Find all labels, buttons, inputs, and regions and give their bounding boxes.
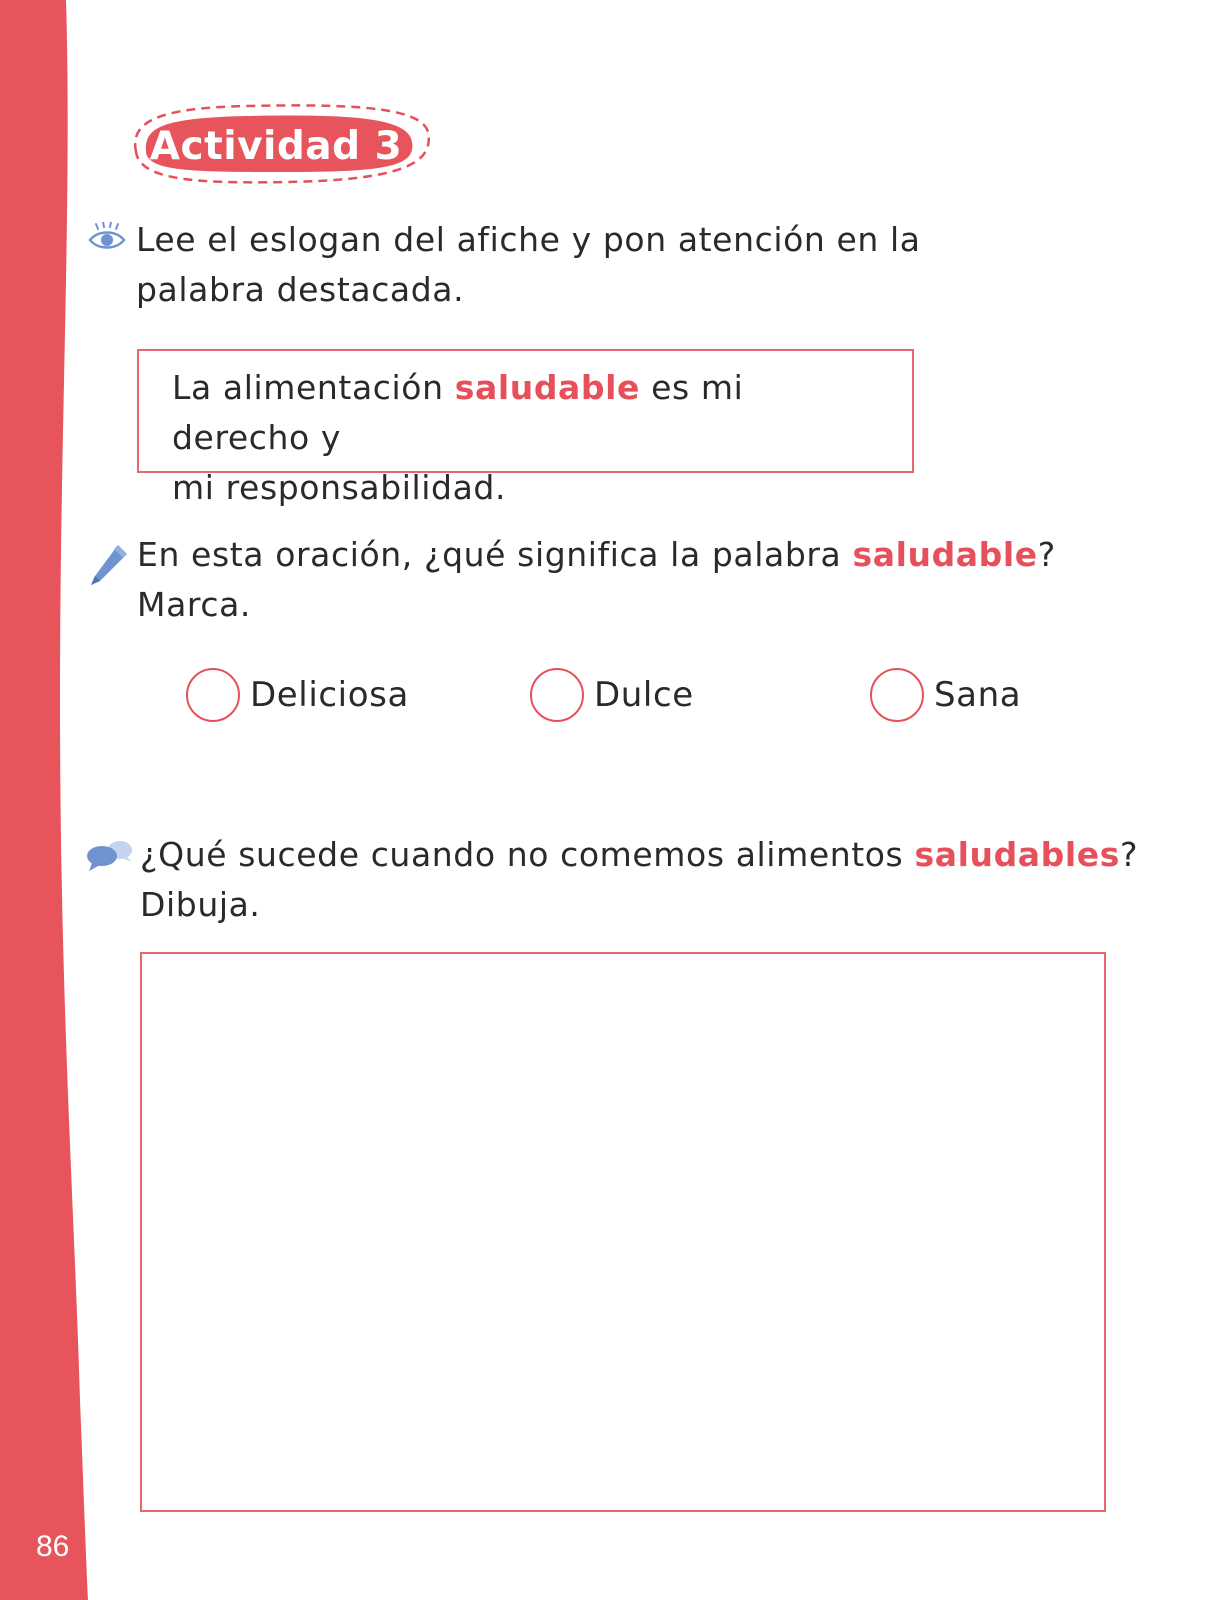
question-draw-before: ¿Qué sucede cuando no comemos alimentos — [140, 835, 915, 874]
instruction-read — [136, 215, 921, 315]
activity-badge — [126, 102, 436, 190]
option-circle[interactable] — [530, 668, 584, 722]
option-sana[interactable] — [870, 665, 1021, 725]
slogan-after: es mi derecho y — [172, 368, 744, 457]
page-number: 86 — [36, 1530, 70, 1563]
question-draw-after: ? — [1120, 835, 1139, 874]
slogan-text — [172, 363, 892, 513]
question-meaning-highlight: saludable — [852, 535, 1038, 574]
option-label: Dulce — [594, 675, 694, 715]
drawing-area[interactable] — [140, 952, 1106, 1512]
option-circle[interactable] — [186, 668, 240, 722]
instruction-read-line1: Lee el eslogan del afiche y pon atención en la — [136, 220, 921, 259]
option-label: Sana — [934, 675, 1022, 715]
option-deliciosa[interactable] — [186, 665, 409, 725]
slogan-box — [137, 349, 914, 507]
question-draw — [140, 830, 1138, 930]
activity-title: Actividad 3 — [149, 124, 403, 169]
option-circle[interactable] — [870, 668, 924, 722]
question-meaning-after: ? — [1037, 535, 1056, 574]
question-draw-highlight: saludables — [914, 835, 1121, 874]
eye-icon — [88, 222, 128, 252]
side-band — [0, 0, 100, 1600]
question-meaning-before: En esta oración, ¿qué significa la palabra — [137, 535, 853, 574]
pencil-icon — [88, 542, 130, 588]
slogan-highlight-word: saludable — [454, 368, 641, 407]
instruction-read-line2: palabra destacada. — [136, 270, 465, 309]
question-meaning — [137, 530, 1056, 630]
slogan-line2: mi responsabilidad. — [172, 468, 507, 507]
speech-bubbles-icon — [86, 838, 134, 872]
option-label: Deliciosa — [250, 675, 409, 715]
slogan-before: La alimentación — [172, 368, 455, 407]
option-dulce[interactable] — [530, 665, 694, 725]
question-draw-line2: Dibuja. — [140, 885, 261, 924]
question-meaning-line2: Marca. — [137, 585, 251, 624]
